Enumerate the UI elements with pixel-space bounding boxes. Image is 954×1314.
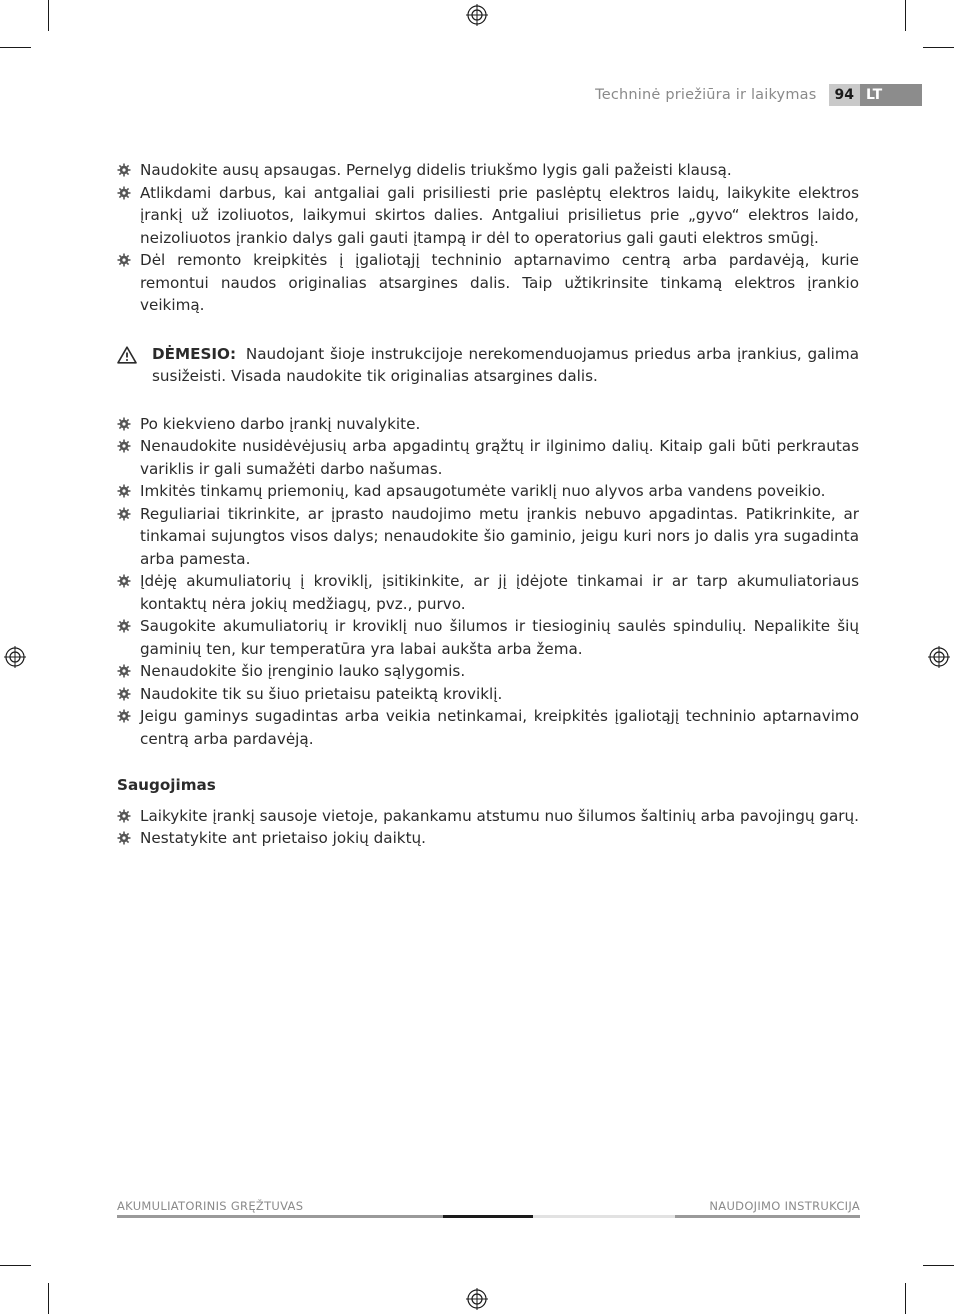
footer-rule-segment bbox=[675, 1215, 860, 1218]
list-item-text: Nenaudokite šio įrenginio lauko sąlygomis. bbox=[140, 662, 466, 680]
gear-bullet-icon bbox=[117, 831, 131, 845]
registration-mark-icon bbox=[928, 646, 950, 668]
footer-rule-segment bbox=[443, 1215, 533, 1218]
language-code: LT bbox=[860, 84, 922, 106]
list-item-text: Naudokite tik su šiuo prietaisu pateiktą kroviklį. bbox=[140, 684, 503, 703]
crop-mark bbox=[923, 1265, 954, 1266]
list-item-text: Naudokite ausų apsaugas. Pernelyg didelis triukšmo lygis gali pažeisti klausą. bbox=[140, 161, 732, 179]
gear-bullet-icon bbox=[117, 253, 131, 267]
safety-list bbox=[117, 159, 859, 317]
footer-rule bbox=[117, 1215, 860, 1218]
crop-mark bbox=[0, 1265, 31, 1266]
crop-mark bbox=[48, 1283, 49, 1314]
footer-product-name: AKUMULIATORINIS GRĘŽTUVAS bbox=[117, 1199, 304, 1213]
list-item bbox=[117, 615, 859, 660]
registration-mark-icon bbox=[466, 4, 488, 26]
list-item-text: Įdėję akumuliatorių į kroviklį, įsitikinkite, ar jį įdėjote tinkamai ir ar tarp akumuliatoriaus kontaktų nėra jokių medžiagų, pvz., purvo. bbox=[140, 572, 859, 613]
warning-note bbox=[117, 343, 859, 388]
storage-list bbox=[117, 805, 859, 850]
list-item bbox=[117, 660, 859, 683]
gear-bullet-icon bbox=[117, 484, 131, 498]
gear-bullet-icon bbox=[117, 709, 131, 723]
list-item-text: Laikykite įrankį sausoje vietoje, pakankamu atstumu nuo šilumos šaltinių arba pavojingų garų. bbox=[140, 806, 860, 825]
list-item bbox=[117, 249, 859, 317]
footer-rule-segment bbox=[117, 1215, 443, 1218]
list-item-text: Imkitės tinkamų priemonių, kad apsaugotumėte variklį nuo alyvos arba vandens poveikio. bbox=[140, 482, 826, 500]
crop-mark bbox=[48, 0, 49, 31]
list-item bbox=[117, 705, 859, 750]
gear-bullet-icon bbox=[117, 439, 131, 453]
gear-bullet-icon bbox=[117, 417, 131, 431]
list-item-text: Atlikdami darbus, kai antgaliai gali prisiliesti prie paslėptų elektros laidų, laikykite elektros įrankį už izoliuotos, laikymui skirtos dalies. Antgaliui prisilietus prie „gyvo“ elektros laido, neizoliuotos įrankio dalys gali gauti įtampą ir dėl to operatorius gali gauti elektros smūgį. bbox=[140, 183, 859, 247]
footer-rule-segment bbox=[533, 1215, 675, 1218]
list-item-text: Dėl remonto kreipkitės į įgaliotąjį techninio aptarnavimo centrą arba pardavėją, kurie remontui naudos originalias atsargines dalis. Taip užtikrinsite tinkamą elektros įrankio veikimą. bbox=[140, 251, 859, 314]
gear-bullet-icon bbox=[117, 574, 131, 588]
registration-mark-icon bbox=[4, 646, 26, 668]
gear-bullet-icon bbox=[117, 186, 131, 200]
page-number: 94 bbox=[829, 84, 860, 106]
gear-bullet-icon bbox=[117, 507, 131, 521]
gear-bullet-icon bbox=[117, 664, 131, 678]
storage-heading: Saugojimas bbox=[117, 776, 216, 794]
list-item-text: Nenaudokite nusidėvėjusių arba apgadintų grąžtų ir ilginimo dalių. Kitaip gali būti perkrautas variklis ir gali sumažėti darbo našumas. bbox=[140, 437, 859, 478]
footer-doc-type: NAUDOJIMO INSTRUKCIJA bbox=[709, 1199, 860, 1213]
list-item bbox=[117, 182, 859, 250]
list-item bbox=[117, 435, 859, 480]
maintenance-list bbox=[117, 413, 859, 751]
list-item-text: Po kiekvieno darbo įrankį nuvalykite. bbox=[140, 414, 421, 433]
section-title: Techninė priežiūra ir laikymas bbox=[595, 87, 817, 103]
gear-bullet-icon bbox=[117, 687, 131, 701]
warning-label: DĖMESIO: bbox=[152, 344, 237, 363]
list-item-text: Jeigu gaminys sugadintas arba veikia netinkamai, kreipkitės įgaliotąjį techninio aptarnavimo centrą arba pardavėją. bbox=[140, 707, 859, 748]
list-item bbox=[117, 827, 859, 850]
crop-mark bbox=[0, 47, 31, 48]
gear-bullet-icon bbox=[117, 163, 131, 177]
list-item bbox=[117, 570, 859, 615]
list-item bbox=[117, 503, 859, 571]
warning-text: Naudojant šioje instrukcijoje nerekomenduojamus priedus arba įrankius, galima susižeisti. Visada naudokite tik originalias atsargines dalis. bbox=[152, 344, 860, 385]
crop-mark bbox=[905, 0, 906, 31]
main-content bbox=[117, 159, 859, 850]
list-item-text: Nestatykite ant prietaiso jokių daiktų. bbox=[140, 829, 426, 847]
warning-triangle-icon bbox=[117, 346, 137, 364]
page-header bbox=[595, 84, 922, 106]
list-item-text: Reguliariai tikrinkite, ar įprasto naudojimo metu įrankis nebuvo apgadintas. Patikrinkite, ar tinkamai sujungtos visos dalys; nenaudokite šio gaminio, jeigu kuri nors jo dalis yra sugadinta arba pamesta. bbox=[140, 504, 859, 568]
registration-mark-icon bbox=[466, 1288, 488, 1310]
list-item-text: Saugokite akumuliatorių ir kroviklį nuo šilumos ir tiesioginių saulės spindulių. Nepalikite šių gaminių ten, kur temperatūra yra labai aukšta arba žema. bbox=[140, 617, 859, 658]
crop-mark bbox=[905, 1283, 906, 1314]
gear-bullet-icon bbox=[117, 619, 131, 633]
list-item bbox=[117, 159, 859, 182]
list-item bbox=[117, 413, 859, 436]
list-item bbox=[117, 683, 859, 706]
gear-bullet-icon bbox=[117, 809, 131, 823]
crop-mark bbox=[923, 47, 954, 48]
list-item bbox=[117, 805, 859, 828]
list-item bbox=[117, 480, 859, 503]
